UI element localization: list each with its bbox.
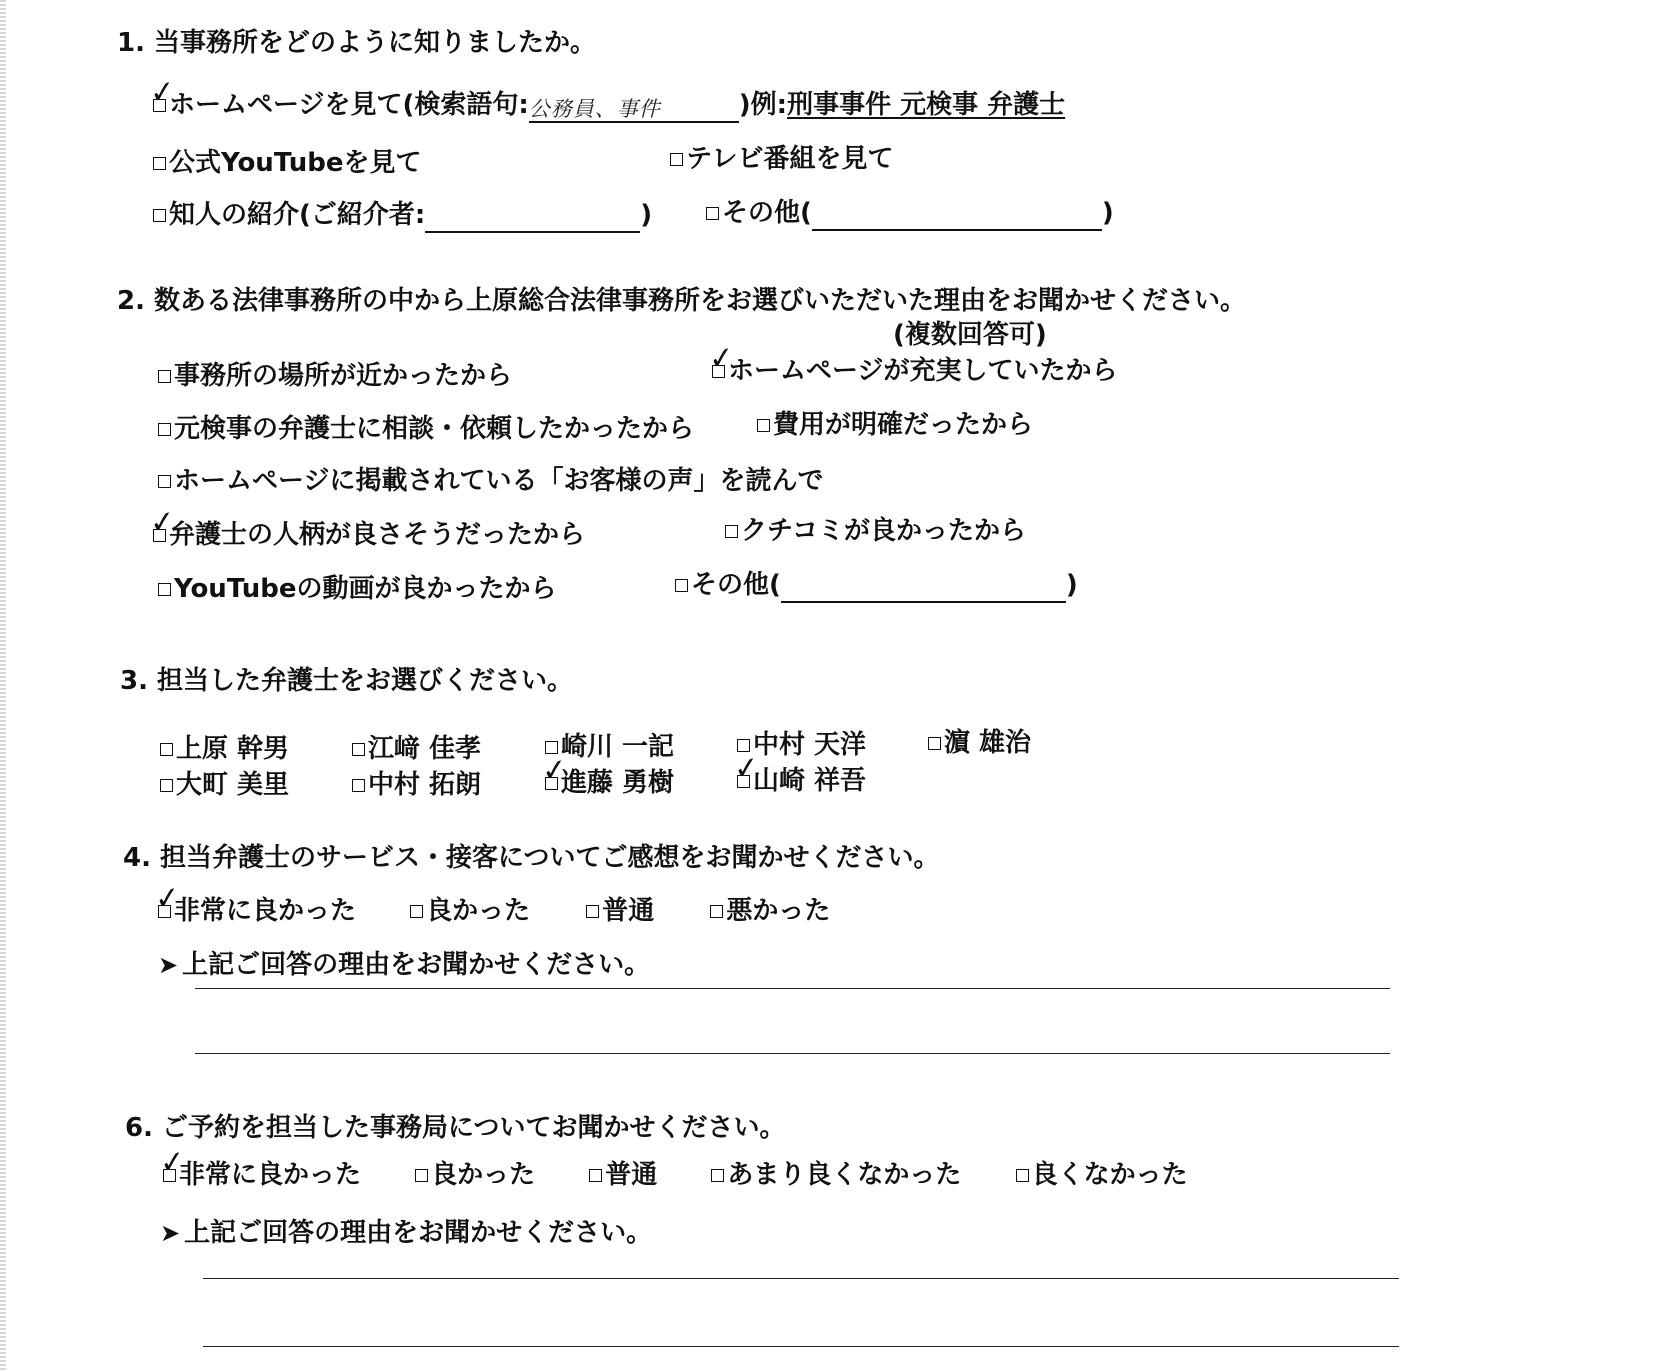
checkbox[interactable] bbox=[153, 209, 166, 222]
q2-option[interactable]: ✓ ホームページが充実していたから bbox=[707, 339, 1118, 386]
checkbox[interactable] bbox=[725, 525, 738, 538]
answer-line[interactable] bbox=[203, 1278, 1399, 1279]
other-field[interactable] bbox=[781, 575, 1066, 603]
q2-option[interactable]: ホームページに掲載されている「お客様の声」を読んで bbox=[158, 468, 823, 494]
q6-title: 6. ご予約を担当した事務局についてお聞かせください。 bbox=[125, 1113, 786, 1143]
q2-option[interactable]: YouTubeの動画が良かったから bbox=[158, 576, 556, 602]
q2-option-other[interactable]: その他( ) bbox=[675, 572, 1078, 603]
checkbox-checked[interactable]: ✓ bbox=[540, 751, 569, 790]
lawyer-option[interactable]: 上原 幹男 bbox=[160, 736, 289, 762]
checkbox[interactable] bbox=[410, 905, 423, 918]
q6-reason-prompt: ➤ 上記ご回答の理由をお聞かせください。 bbox=[160, 1218, 653, 1248]
q1-option-homepage[interactable]: ✓ ホームページを見て(検索語句:公務員、事件 )例:刑事事件 元検事 弁護士 bbox=[148, 73, 1066, 121]
rating-option[interactable]: ✓ 非常に良かった bbox=[158, 1143, 362, 1190]
checkbox[interactable] bbox=[160, 779, 173, 792]
q4-options bbox=[153, 879, 831, 926]
scan-edge bbox=[0, 0, 6, 1372]
answer-line[interactable] bbox=[203, 1346, 1399, 1347]
checkbox[interactable] bbox=[928, 737, 941, 750]
checkbox[interactable] bbox=[352, 779, 365, 792]
rating-option[interactable]: 良かった bbox=[410, 896, 530, 926]
checkbox-checked[interactable]: ✓ bbox=[707, 339, 736, 378]
checkbox[interactable] bbox=[711, 1169, 724, 1182]
checkbox[interactable] bbox=[589, 1169, 602, 1182]
q2-option[interactable]: クチコミが良かったから bbox=[725, 518, 1026, 544]
referrer-field[interactable] bbox=[425, 205, 640, 233]
q2-note: (複数回答可) bbox=[893, 320, 1047, 350]
checkbox[interactable] bbox=[352, 743, 365, 756]
checkbox[interactable] bbox=[158, 423, 171, 436]
lawyer-option[interactable]: 中村 天洋 bbox=[737, 732, 866, 758]
answer-line[interactable] bbox=[195, 988, 1390, 989]
rating-option[interactable]: 普通 bbox=[586, 896, 654, 926]
lawyer-option[interactable]: 江﨑 佳孝 bbox=[352, 736, 481, 762]
q1-option-tv[interactable]: テレビ番組を見て bbox=[670, 146, 893, 172]
checkbox[interactable] bbox=[706, 207, 719, 220]
rating-option[interactable]: あまり良くなかった bbox=[711, 1160, 961, 1190]
rating-option[interactable]: ✓ 非常に良かった bbox=[153, 879, 357, 926]
arrow-icon: ➤ bbox=[160, 1219, 181, 1247]
checkbox[interactable] bbox=[675, 579, 688, 592]
lawyer-option[interactable]: ✓ 山崎 祥吾 bbox=[732, 749, 867, 796]
lawyer-option[interactable]: 中村 拓朗 bbox=[352, 772, 481, 798]
q2-title: 2. 数ある法律事務所の中から上原総合法律事務所をお選びいただいた理由をお聞かせください。 bbox=[117, 286, 1247, 316]
checkbox[interactable] bbox=[757, 419, 770, 432]
checkbox[interactable] bbox=[158, 475, 171, 488]
checkbox[interactable] bbox=[1016, 1169, 1029, 1182]
q2-option[interactable]: 費用が明確だったから bbox=[757, 412, 1033, 438]
checkbox[interactable] bbox=[158, 370, 171, 383]
checkbox-checked[interactable]: ✓ bbox=[148, 503, 177, 542]
search-term-field[interactable]: 公務員、事件 bbox=[529, 95, 739, 123]
answer-line[interactable] bbox=[195, 1053, 1390, 1054]
lawyer-option[interactable]: 濵 雄治 bbox=[928, 730, 1031, 756]
lawyer-option[interactable]: ✓ 進藤 勇樹 bbox=[540, 751, 675, 798]
checkbox-checked[interactable]: ✓ bbox=[148, 73, 177, 112]
example-terms: 刑事事件 元検事 弁護士 bbox=[787, 90, 1066, 120]
checkbox[interactable] bbox=[670, 153, 683, 166]
q1-option-other[interactable]: その他( ) bbox=[706, 200, 1114, 231]
rating-option[interactable]: 良くなかった bbox=[1016, 1160, 1188, 1190]
rating-option[interactable]: 良かった bbox=[415, 1160, 535, 1190]
checkbox[interactable] bbox=[415, 1169, 428, 1182]
checkbox[interactable] bbox=[586, 905, 599, 918]
rating-option[interactable]: 普通 bbox=[589, 1160, 657, 1190]
arrow-icon: ➤ bbox=[158, 951, 179, 979]
q2-option[interactable]: 事務所の場所が近かったから bbox=[158, 363, 512, 389]
q4-reason-prompt: ➤ 上記ご回答の理由をお聞かせください。 bbox=[158, 950, 651, 980]
checkbox[interactable] bbox=[710, 905, 723, 918]
lawyer-option[interactable]: 大町 美里 bbox=[160, 772, 289, 798]
q2-option[interactable]: ✓ 弁護士の人柄が良さそうだったから bbox=[148, 503, 586, 550]
q1-option-referral[interactable]: 知人の紹介(ご紹介者: ) bbox=[153, 202, 652, 233]
q3-title: 3. 担当した弁護士をお選びください。 bbox=[120, 666, 574, 696]
lawyer-option[interactable]: 崎川 一記 bbox=[545, 734, 674, 760]
q1-option-youtube[interactable]: 公式YouTubeを見て bbox=[153, 150, 421, 176]
q1-title: 1. 当事務所をどのように知りましたか。 bbox=[117, 28, 597, 58]
checkbox[interactable] bbox=[153, 157, 166, 170]
q2-option[interactable]: 元検事の弁護士に相談・依頼したかったから bbox=[158, 416, 694, 442]
other-field[interactable] bbox=[812, 203, 1102, 231]
q4-title: 4. 担当弁護士のサービス・接客についてご感想をお聞かせください。 bbox=[123, 843, 940, 873]
checkbox[interactable] bbox=[158, 583, 171, 596]
checkbox-checked[interactable]: ✓ bbox=[732, 749, 761, 788]
checkbox[interactable] bbox=[160, 743, 173, 756]
checkbox-checked[interactable]: ✓ bbox=[158, 1143, 187, 1182]
rating-option[interactable]: 悪かった bbox=[710, 896, 830, 926]
q6-options bbox=[158, 1143, 1188, 1190]
checkbox-checked[interactable]: ✓ bbox=[153, 879, 182, 918]
